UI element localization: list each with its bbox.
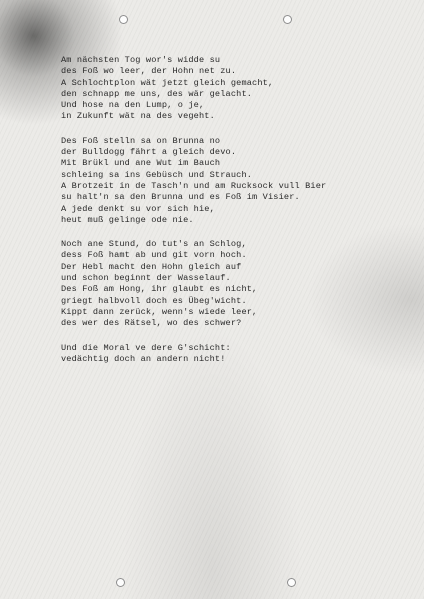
- stanza-2: [61, 136, 411, 226]
- stanza-1: [61, 55, 411, 123]
- poem-line: A Brotzeit in de Tasch'n und am Rucksock vull Bier: [61, 180, 327, 191]
- poem-line: in Zukunft wät na des vegeht.: [61, 111, 215, 122]
- stanza-4: [61, 343, 411, 366]
- poem-line: su halt'n sa den Brunna und es Foß im Visier.: [61, 192, 300, 203]
- poem-line: dess Foß hamt ab und git vorn hoch.: [61, 250, 247, 261]
- poem-line: A Schlochtplon wät jetzt gleich gemacht,: [61, 77, 274, 88]
- poem-line: Kippt dann zerück, wenn's wiede leer,: [61, 306, 258, 317]
- poem-line: Mit Brükl und ane Wut im Bauch: [61, 158, 221, 169]
- poem-line: griegt halbvoll doch es Übeg'wicht.: [61, 295, 247, 306]
- punch-hole-bottom-right: [287, 578, 296, 587]
- poem-line: und schon beginnt der Wasselauf.: [61, 273, 231, 284]
- stanza-3: [61, 239, 411, 329]
- typewritten-poem: [61, 55, 411, 378]
- punch-hole-top-left: [119, 15, 128, 24]
- poem-line: Und hose na den Lump, o je,: [61, 100, 205, 111]
- poem-line: den schnapp me uns, des wär gelacht.: [61, 88, 253, 99]
- poem-line: Der Hebl macht den Hohn gleich auf: [61, 261, 242, 272]
- poem-line: des Foß wo leer, der Hohn net zu.: [61, 66, 237, 77]
- poem-line: heut muß gelinge ode nie.: [61, 214, 194, 225]
- poem-line: Noch ane Stund, do tut's an Schlog,: [61, 239, 247, 250]
- poem-line: Und die Moral ve dere G'schicht:: [61, 342, 231, 353]
- poem-line: des wer des Rätsel, wo des schwer?: [61, 318, 242, 329]
- poem-line: Am nächsten Tog wor's widde su: [61, 55, 221, 65]
- poem-line: vedächtig doch an andern nicht!: [61, 353, 226, 364]
- punch-hole-bottom-left: [116, 578, 125, 587]
- punch-hole-top-right: [283, 15, 292, 24]
- poem-line: schleing sa ins Gebüsch und Strauch.: [61, 169, 253, 180]
- poem-line: Des Foß stelln sa on Brunna no: [61, 135, 221, 146]
- poem-line: Des Foß am Hong, ihr glaubt es nicht,: [61, 284, 258, 295]
- poem-line: der Bulldogg fährt a gleich devo.: [61, 147, 237, 158]
- poem-line: A jede denkt su vor sich hie,: [61, 203, 215, 214]
